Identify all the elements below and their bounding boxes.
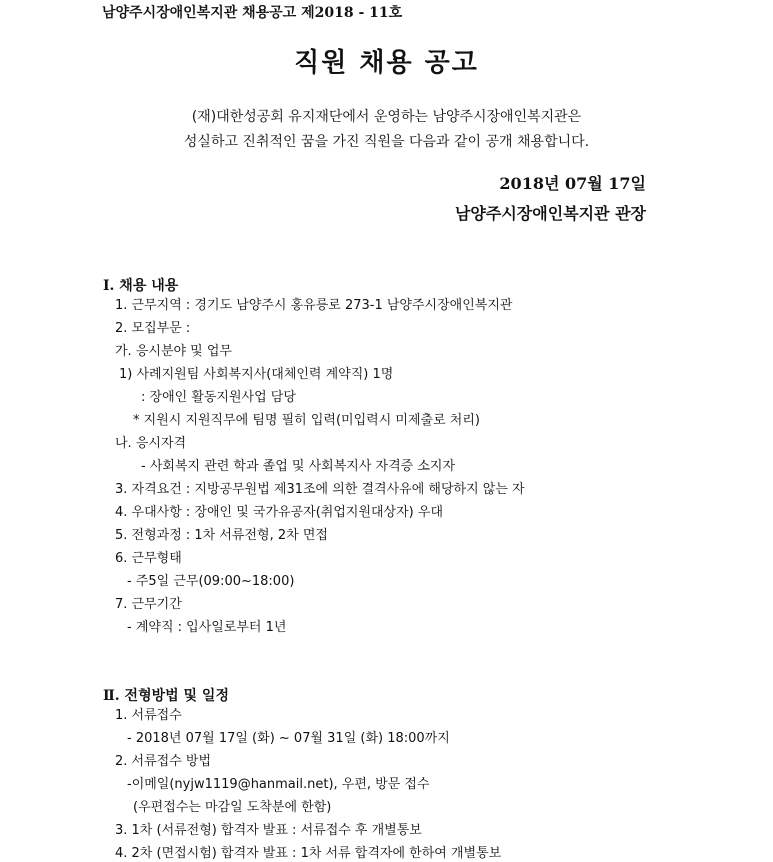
section-1-note: * 지원시 지원직무에 팀명 필히 입력(미입력시 미제출로 처리) xyxy=(133,413,480,428)
notice-number-header: 남양주시장애인복지관 채용공고 제2018 - 11호 xyxy=(102,5,403,21)
section-1-item-workplace: 1. 근무지역 : 경기도 남양주시 홍유릉로 273-1 남양주시장애인복지관 xyxy=(115,298,513,313)
section-2-item-second-result: 4. 2차 (면접시험) 합격자 발표 : 1차 서류 합격자에 한하여 개별통보 xyxy=(115,846,502,861)
section-2-item-document-submission: 1. 서류접수 xyxy=(115,708,182,723)
section-1-item-requirement: 3. 자격요건 : 지방공무원법 제31조에 의한 결격사유에 해당하지 않는 자 xyxy=(115,482,525,497)
section-1-qualification-detail: - 사회복지 관련 학과 졸업 및 사회복지사 자격증 소지자 xyxy=(141,459,456,474)
section-2-mail-note: (우편접수는 마감일 도착분에 한함) xyxy=(133,800,332,815)
notice-date: 2018년 07월 17일 xyxy=(499,174,646,193)
section-1-item-recruit-area: 2. 모집부문 : xyxy=(115,321,191,336)
notice-signature: 남양주시장애인복지관 관장 xyxy=(454,204,646,223)
section-1-work-hours: - 주5일 근무(09:00~18:00) xyxy=(127,574,295,589)
section-1-position: 1) 사례지원팀 사회복지사(대체인력 계약직) 1명 xyxy=(119,367,394,382)
intro-line-2: 성실하고 진취적인 꿈을 가진 직원을 다음과 같이 공개 채용합니다. xyxy=(183,134,590,150)
section-1-item-process: 5. 전형과정 : 1차 서류전형, 2차 면접 xyxy=(115,528,328,543)
section-1-contract-period: - 계약직 : 입사일로부터 1년 xyxy=(127,620,287,635)
section-1-duty: : 장애인 활동지원사업 담당 xyxy=(141,390,296,405)
intro-line-1: (재)대한성공회 유지재단에서 운영하는 남양주시장애인복지관은 xyxy=(191,109,582,125)
section-1-item-preference: 4. 우대사항 : 장애인 및 국가유공자(취업지원대상자) 우대 xyxy=(115,505,443,520)
section-1-title: Ⅰ. 채용 내용 xyxy=(103,278,179,294)
notice-title: 직원 채용 공고 xyxy=(294,48,479,78)
section-1-item-work-period: 7. 근무기간 xyxy=(115,597,182,612)
section-2-submission-channels: -이메일(nyjw1119@hanmail.net), 우편, 방문 접수 xyxy=(127,777,430,792)
section-1-sub-field: 가. 응시분야 및 업무 xyxy=(115,344,232,359)
section-2-item-submission-method: 2. 서류접수 방법 xyxy=(115,754,212,769)
section-2-title: Ⅱ. 전형방법 및 일정 xyxy=(103,688,229,704)
section-1-sub-qualification: 나. 응시자격 xyxy=(115,436,187,451)
section-1-item-work-type: 6. 근무형태 xyxy=(115,551,182,566)
section-2-item-first-result: 3. 1차 (서류전형) 합격자 발표 : 서류접수 후 개별통보 xyxy=(115,823,422,838)
section-2-submission-period: - 2018년 07월 17일 (화) ~ 07월 31일 (화) 18:00까지 xyxy=(127,731,450,746)
